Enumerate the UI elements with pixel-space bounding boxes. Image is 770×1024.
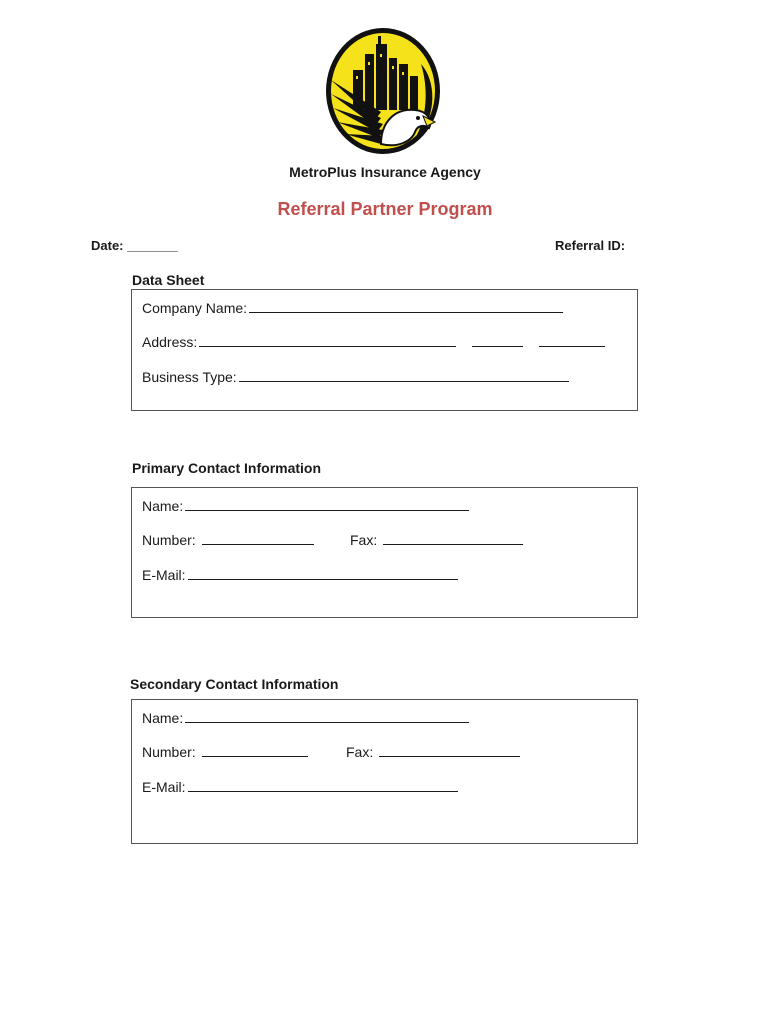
primary-contact-box (131, 487, 638, 618)
business-type-field[interactable] (142, 367, 569, 385)
program-title: Referral Partner Program (277, 199, 493, 219)
primary-name-label: Name: (142, 498, 184, 514)
secondary-name-label: Name: (142, 710, 184, 726)
secondary-name-line (185, 708, 469, 723)
secondary-contact-box (131, 699, 638, 844)
primary-number-line (202, 530, 314, 545)
secondary-email-label: E-Mail: (142, 779, 186, 795)
business-type-label: Business Type: (142, 369, 237, 385)
company-name-field[interactable] (142, 298, 563, 316)
secondary-fax-label: Fax: (346, 744, 374, 760)
address-line (199, 332, 456, 347)
address-line-2 (472, 332, 523, 347)
date-field: Date: _______ (91, 238, 178, 253)
primary-name-line (185, 496, 469, 511)
primary-name-field[interactable] (142, 496, 469, 514)
secondary-email-field[interactable] (142, 777, 458, 795)
primary-fax-line (383, 530, 523, 545)
primary-email-field[interactable] (142, 565, 458, 583)
data-sheet-box (131, 289, 638, 411)
data-sheet-heading: Data Sheet (132, 272, 205, 288)
primary-contact-heading: Primary Contact Information (132, 460, 322, 476)
company-name-label: Company Name: (142, 300, 248, 316)
secondary-fax-line (379, 742, 520, 757)
address-field[interactable] (142, 332, 605, 350)
address-line-3 (539, 332, 605, 347)
secondary-name-field[interactable] (142, 708, 469, 726)
secondary-number-label: Number: (142, 744, 196, 760)
business-type-line (239, 367, 569, 382)
secondary-contact-heading: Secondary Contact Information (130, 676, 339, 692)
referral-id-label: Referral ID: (555, 238, 626, 253)
primary-fax-field[interactable] (350, 530, 523, 548)
primary-fax-label: Fax: (350, 532, 378, 548)
secondary-fax-field[interactable] (346, 742, 520, 760)
eagle-city-skyline-logo (323, 24, 443, 158)
primary-email-line (188, 565, 458, 580)
company-name-line (249, 298, 563, 313)
primary-number-field[interactable] (142, 530, 314, 548)
secondary-email-line (188, 777, 458, 792)
address-label: Address: (142, 334, 198, 350)
primary-number-label: Number: (142, 532, 196, 548)
agency-name: MetroPlus Insurance Agency (289, 164, 481, 180)
secondary-number-field[interactable] (142, 742, 308, 760)
secondary-number-line (202, 742, 308, 757)
primary-email-label: E-Mail: (142, 567, 186, 583)
